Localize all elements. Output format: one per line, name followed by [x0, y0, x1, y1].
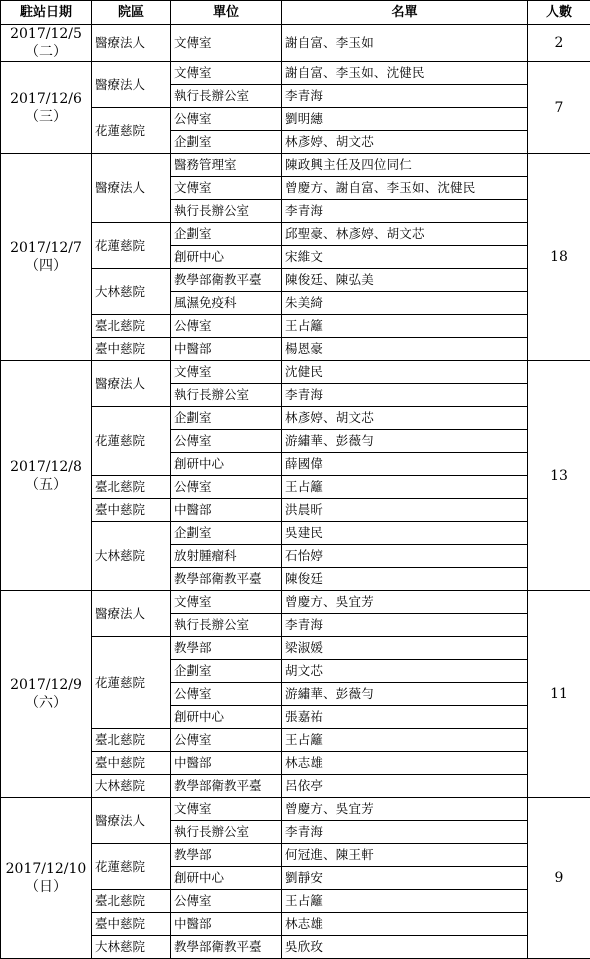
- unit-cell: 執行長辦公室: [171, 85, 282, 108]
- names-cell: 邱聖豪、林彥婷、胡文芯: [282, 223, 528, 246]
- unit-cell: 公傳室: [171, 430, 282, 453]
- date-cell: [1, 798, 92, 959]
- names-cell: 林彥婷、胡文芯: [282, 407, 528, 430]
- campus-cell: 醫療法人: [92, 62, 171, 108]
- date-text: 2017/12/10: [6, 861, 87, 877]
- names-cell: 吳欣玫: [282, 936, 528, 959]
- campus-cell: 大林慈院: [92, 775, 171, 798]
- campus-cell: 醫療法人: [92, 798, 171, 844]
- names-cell: 陳俊廷、陳弘美: [282, 269, 528, 292]
- unit-cell: 執行長辦公室: [171, 200, 282, 223]
- unit-cell: 企劃室: [171, 522, 282, 545]
- unit-cell: 文傳室: [171, 361, 282, 384]
- names-cell: 陳政興主任及四位同仁: [282, 154, 528, 177]
- campus-cell: 醫療法人: [92, 361, 171, 407]
- campus-cell: 花蓮慈院: [92, 844, 171, 890]
- campus-cell: 臺中慈院: [92, 338, 171, 361]
- campus-cell: 臺中慈院: [92, 499, 171, 522]
- names-cell: 朱美綺: [282, 292, 528, 315]
- unit-cell: 文傳室: [171, 798, 282, 821]
- names-cell: 沈健民: [282, 361, 528, 384]
- campus-cell: 花蓮慈院: [92, 407, 171, 476]
- campus-cell: 大林慈院: [92, 269, 171, 315]
- names-cell: 楊恩豪: [282, 338, 528, 361]
- table-row: [1, 591, 590, 614]
- names-cell: 李青海: [282, 821, 528, 844]
- unit-cell: 創研中心: [171, 706, 282, 729]
- count-cell: 9: [528, 798, 590, 959]
- unit-cell: 教學部衛教平臺: [171, 568, 282, 591]
- names-cell: 李青海: [282, 384, 528, 407]
- names-cell: 林志雄: [282, 913, 528, 936]
- names-cell: 陳俊廷: [282, 568, 528, 591]
- unit-cell: 文傳室: [171, 25, 282, 62]
- unit-cell: 文傳室: [171, 62, 282, 85]
- campus-cell: 臺北慈院: [92, 476, 171, 499]
- names-cell: 宋維文: [282, 246, 528, 269]
- unit-cell: 醫務管理室: [171, 154, 282, 177]
- campus-cell: 花蓮慈院: [92, 637, 171, 729]
- header-campus: 院區: [92, 1, 171, 25]
- date-cell: [1, 62, 92, 154]
- date-cell: [1, 154, 92, 361]
- names-cell: 王占籬: [282, 890, 528, 913]
- unit-cell: 公傳室: [171, 890, 282, 913]
- count-cell: 2: [528, 25, 590, 62]
- table-header: [1, 1, 590, 25]
- header-date: 駐站日期: [1, 1, 92, 25]
- header-row: [1, 1, 590, 25]
- table-row: [1, 62, 590, 85]
- unit-cell: 教學部衛教平臺: [171, 936, 282, 959]
- unit-cell: 執行長辦公室: [171, 614, 282, 637]
- unit-cell: 文傳室: [171, 177, 282, 200]
- weekday-text: （四）: [4, 257, 88, 275]
- campus-cell: 醫療法人: [92, 25, 171, 62]
- names-cell: 曾慶方、謝自富、李玉如、沈健民: [282, 177, 528, 200]
- header-names: 名單: [282, 1, 528, 25]
- unit-cell: 教學部衛教平臺: [171, 775, 282, 798]
- names-cell: 游繡華、彭薇勻: [282, 430, 528, 453]
- names-cell: 謝自富、李玉如、沈健民: [282, 62, 528, 85]
- names-cell: 王占籬: [282, 315, 528, 338]
- names-cell: 王占籬: [282, 729, 528, 752]
- unit-cell: 教學部: [171, 637, 282, 660]
- names-cell: 薛國偉: [282, 453, 528, 476]
- unit-cell: 公傳室: [171, 108, 282, 131]
- table-row: [1, 154, 590, 177]
- count-cell: 13: [528, 361, 590, 591]
- campus-cell: 臺中慈院: [92, 913, 171, 936]
- campus-cell: 臺北慈院: [92, 729, 171, 752]
- unit-cell: 中醫部: [171, 913, 282, 936]
- unit-cell: 創研中心: [171, 867, 282, 890]
- names-cell: 梁淑媛: [282, 637, 528, 660]
- unit-cell: 創研中心: [171, 246, 282, 269]
- names-cell: 曾慶方、吳宜芳: [282, 798, 528, 821]
- unit-cell: 放射腫瘤科: [171, 545, 282, 568]
- campus-cell: 大林慈院: [92, 936, 171, 959]
- unit-cell: 公傳室: [171, 476, 282, 499]
- unit-cell: 公傳室: [171, 729, 282, 752]
- names-cell: 胡文芯: [282, 660, 528, 683]
- campus-cell: 臺中慈院: [92, 752, 171, 775]
- names-cell: 李青海: [282, 200, 528, 223]
- names-cell: 張嘉祐: [282, 706, 528, 729]
- names-cell: 王占籬: [282, 476, 528, 499]
- count-cell: 18: [528, 154, 590, 361]
- unit-cell: 文傳室: [171, 591, 282, 614]
- table-row: [1, 798, 590, 821]
- campus-cell: 醫療法人: [92, 591, 171, 637]
- weekday-text: （三）: [4, 108, 88, 126]
- unit-cell: 企劃室: [171, 223, 282, 246]
- table-row: [1, 361, 590, 384]
- campus-cell: 花蓮慈院: [92, 108, 171, 154]
- weekday-text: （六）: [4, 694, 88, 712]
- date-cell: [1, 25, 92, 62]
- campus-cell: 花蓮慈院: [92, 223, 171, 269]
- count-cell: 11: [528, 591, 590, 798]
- unit-cell: 執行長辦公室: [171, 821, 282, 844]
- unit-cell: 教學部衛教平臺: [171, 269, 282, 292]
- date-text: 2017/12/9: [10, 677, 82, 693]
- date-text: 2017/12/8: [10, 459, 82, 475]
- names-cell: 何冠進、陳王軒: [282, 844, 528, 867]
- date-text: 2017/12/5: [10, 26, 82, 42]
- unit-cell: 公傳室: [171, 683, 282, 706]
- unit-cell: 企劃室: [171, 660, 282, 683]
- campus-cell: 醫療法人: [92, 154, 171, 223]
- weekday-text: （五）: [4, 476, 88, 494]
- unit-cell: 中醫部: [171, 338, 282, 361]
- table-body: [1, 25, 590, 959]
- campus-cell: 大林慈院: [92, 522, 171, 591]
- names-cell: 林彥婷、胡文芯: [282, 131, 528, 154]
- names-cell: 謝自富、李玉如: [282, 25, 528, 62]
- names-cell: 吳建民: [282, 522, 528, 545]
- header-unit: 單位: [171, 1, 282, 25]
- unit-cell: 中醫部: [171, 752, 282, 775]
- unit-cell: 公傳室: [171, 315, 282, 338]
- names-cell: 游繡華、彭薇勻: [282, 683, 528, 706]
- date-text: 2017/12/7: [10, 240, 82, 256]
- weekday-text: （二）: [4, 43, 88, 61]
- campus-cell: 臺北慈院: [92, 315, 171, 338]
- names-cell: 曾慶方、吳宜芳: [282, 591, 528, 614]
- unit-cell: 企劃室: [171, 407, 282, 430]
- weekday-text: （日）: [4, 878, 88, 896]
- unit-cell: 中醫部: [171, 499, 282, 522]
- unit-cell: 創研中心: [171, 453, 282, 476]
- count-cell: 7: [528, 62, 590, 154]
- unit-cell: 執行長辦公室: [171, 384, 282, 407]
- unit-cell: 風濕免疫科: [171, 292, 282, 315]
- table-row: [1, 25, 590, 62]
- campus-cell: 臺北慈院: [92, 890, 171, 913]
- unit-cell: 教學部: [171, 844, 282, 867]
- names-cell: 劉明繐: [282, 108, 528, 131]
- date-cell: [1, 591, 92, 798]
- names-cell: 李青海: [282, 85, 528, 108]
- names-cell: 李青海: [282, 614, 528, 637]
- names-cell: 石怡婷: [282, 545, 528, 568]
- date-cell: [1, 361, 92, 591]
- header-count: 人數: [528, 1, 590, 25]
- names-cell: 洪晨昕: [282, 499, 528, 522]
- names-cell: 呂依亭: [282, 775, 528, 798]
- date-text: 2017/12/6: [10, 91, 82, 107]
- unit-cell: 企劃室: [171, 131, 282, 154]
- names-cell: 劉靜安: [282, 867, 528, 890]
- names-cell: 林志雄: [282, 752, 528, 775]
